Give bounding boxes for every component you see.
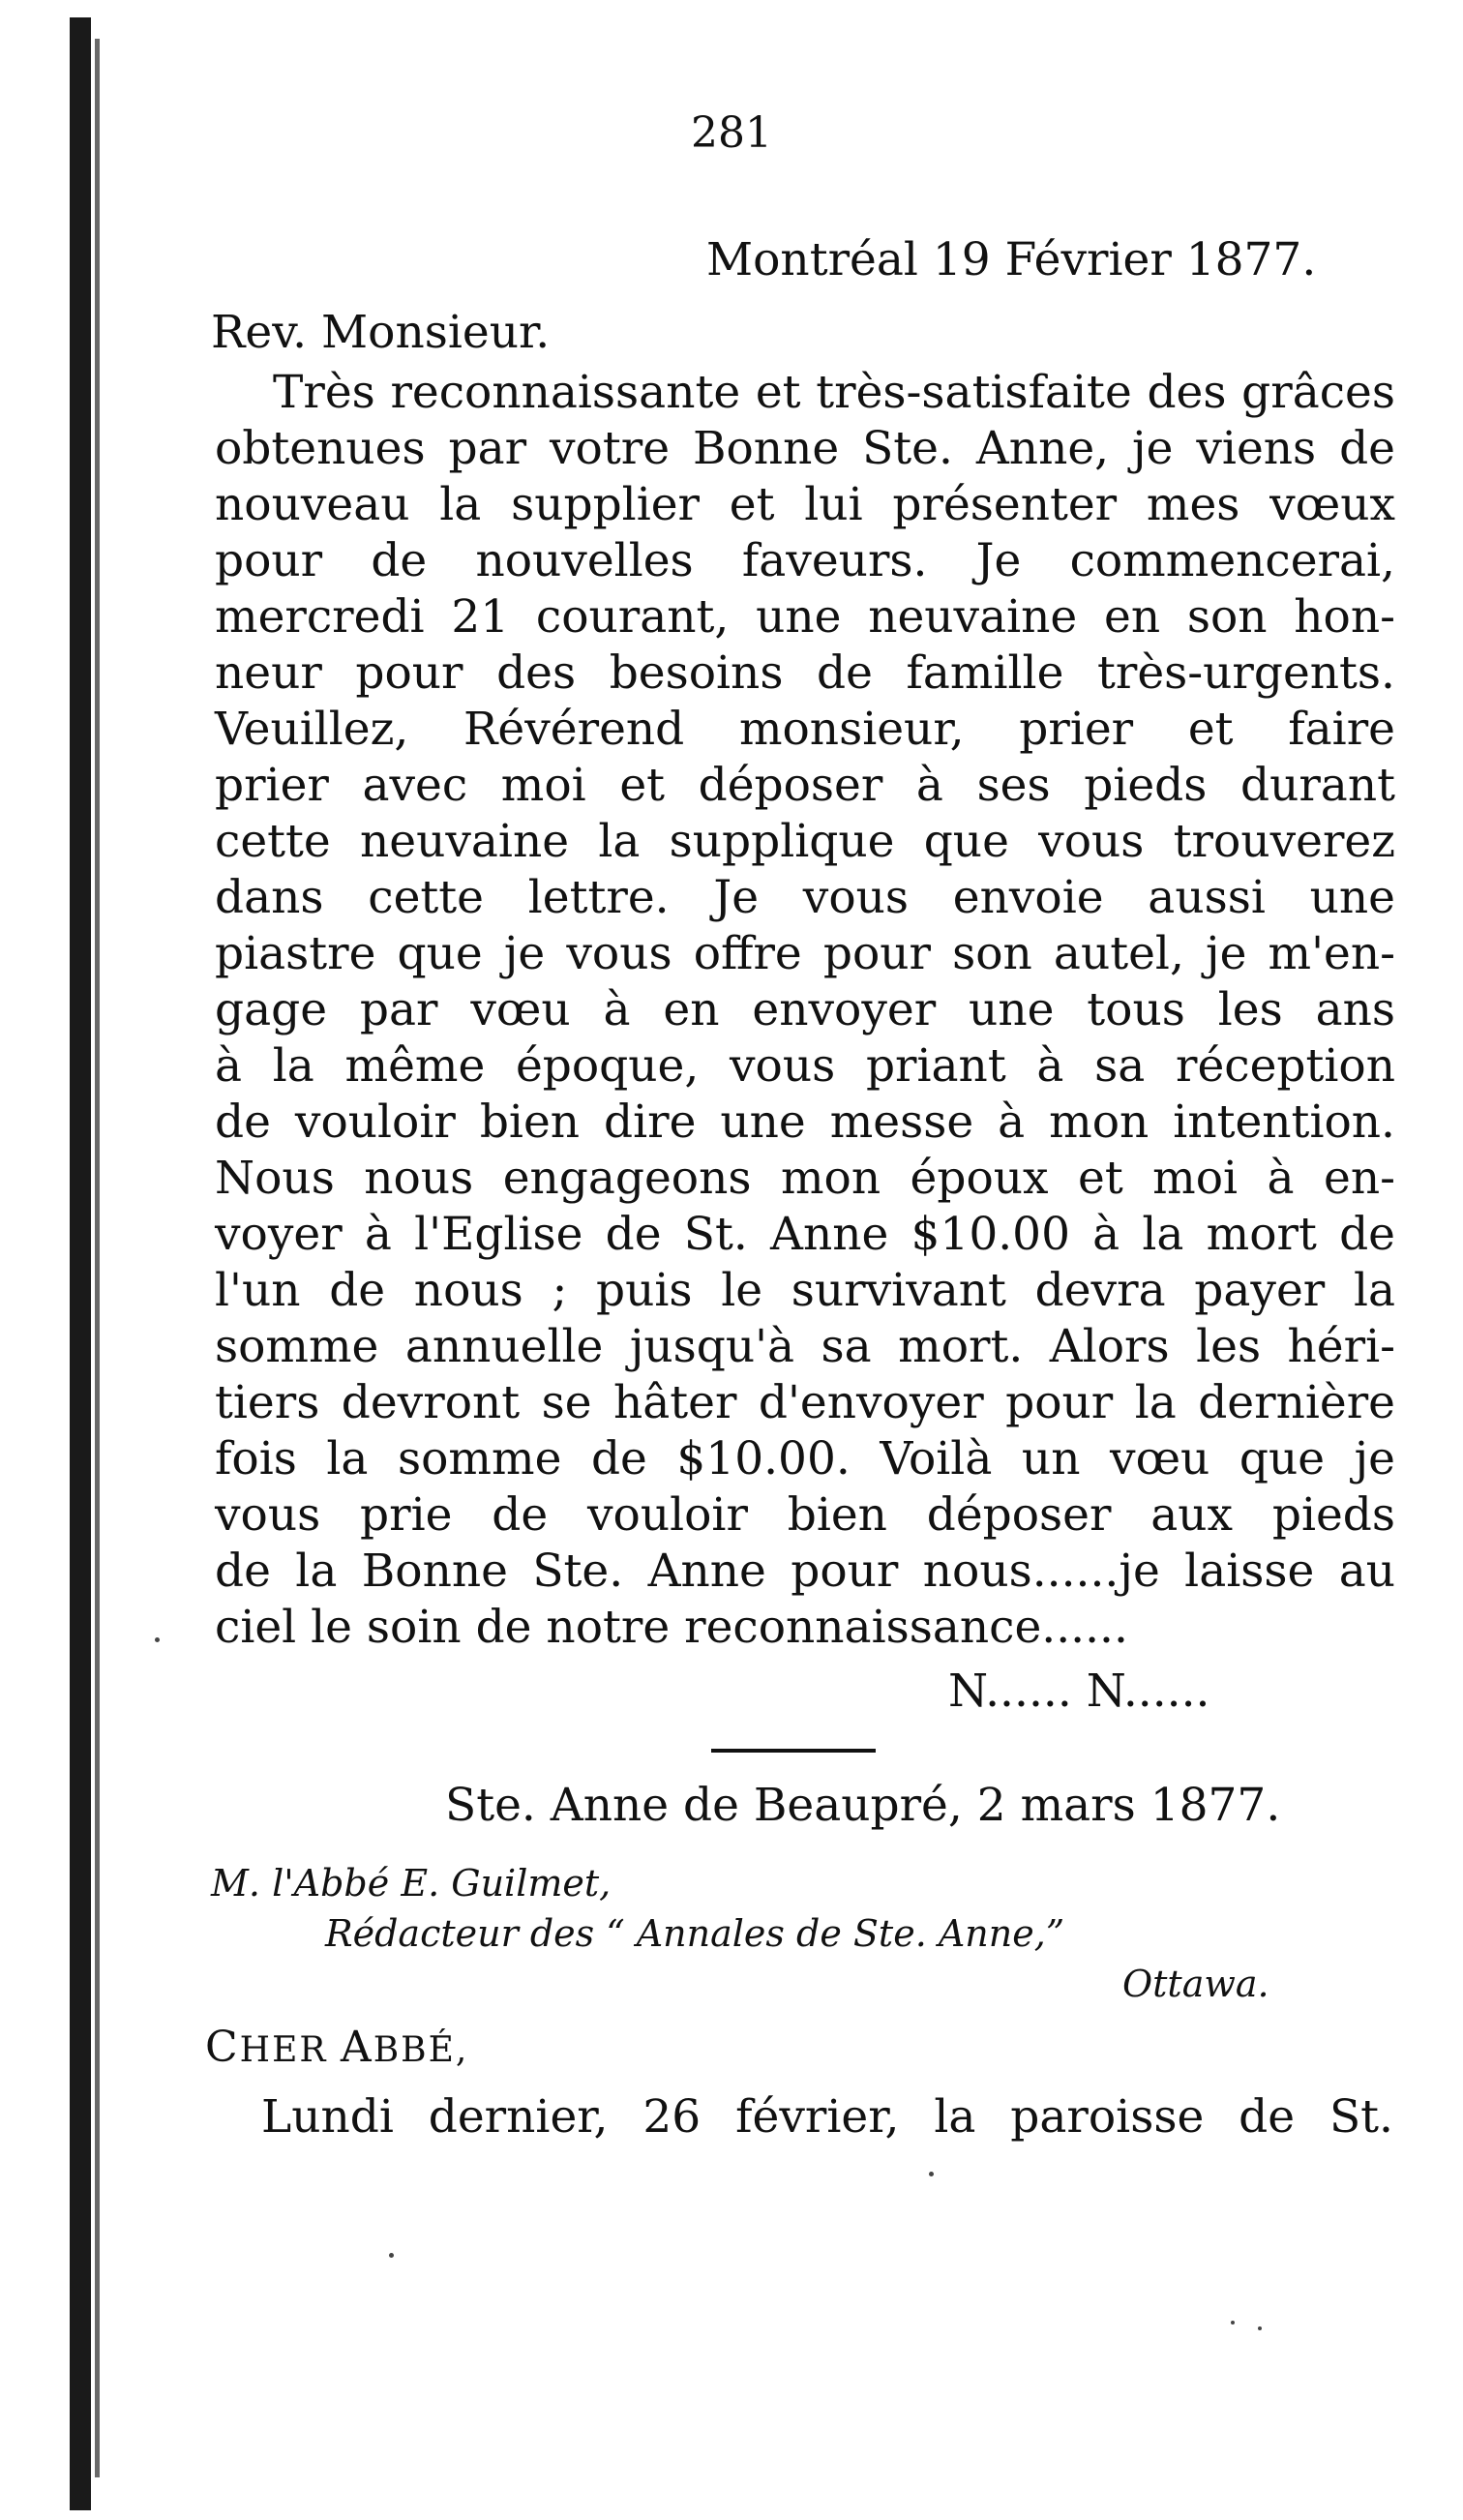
letter2-greeting (205, 2021, 468, 2078)
letter1-line: de vouloir bien dire une messe à mon intention. (215, 1095, 1395, 1149)
greeting-initial-c: C (205, 2023, 240, 2072)
letter1-line: neur pour des besoins de famille très-urgents. (215, 646, 1395, 700)
letter1-signature: N...... N...... (948, 1665, 1210, 1718)
letter1-line: à la même époque, vous priant à sa réception (215, 1039, 1395, 1093)
greeting-smallcaps-2: BBÉ, (373, 2030, 469, 2070)
letter1-line: fois la somme de $10.00. Voilà un vœu que je (215, 1432, 1395, 1485)
print-speck (389, 2253, 394, 2258)
letter2-address-name: M. l'Abbé E. Guilmet, (211, 1862, 612, 1905)
letter1-line: de la Bonne Ste. Anne pour nous......je laisse au (215, 1545, 1395, 1598)
greeting-smallcaps-1: HER (239, 2030, 341, 2070)
letter1-line: prier avec moi et déposer à ses pieds durant (215, 759, 1395, 812)
letter1-line: cette neuvaine la supplique que vous trouverez (215, 815, 1395, 868)
page-number: 281 (691, 108, 772, 158)
letter1-line: voyer à l'Eglise de St. Anne $10.00 à la mort de (215, 1208, 1395, 1261)
print-speck (1258, 2326, 1262, 2330)
greeting-initial-a: A (340, 2023, 373, 2072)
letter2-place-date: Ste. Anne de Beaupré, 2 mars 1877. (445, 1779, 1281, 1832)
letter1-place-date: Montréal 19 Février 1877. (706, 233, 1317, 286)
letter1-line: dans cette lettre. Je vous envoie aussi une (215, 871, 1395, 924)
letter1-line: obtenues par votre Bonne Ste. Anne, je viens de (215, 422, 1395, 475)
page-binding-shadow (95, 39, 100, 2477)
letter1-line: l'un de nous ; puis le survivant devra payer la (215, 1264, 1395, 1317)
print-speck (155, 1637, 160, 1642)
letter1-salutation: Rev. Monsieur. (211, 306, 551, 359)
letter1-line: mercredi 21 courant, une neuvaine en son hon- (215, 590, 1395, 644)
letter1-line: Très reconnaissante et très-satisfaite des grâces (273, 366, 1395, 419)
page-binding-edge (70, 17, 91, 2510)
letter1-line: gage par vœu à en envoyer une tous les ans (215, 983, 1395, 1036)
letter2-address-city: Ottawa. (1122, 1963, 1269, 2005)
letter1-line: Nous nous engageons mon époux et moi à en- (215, 1152, 1395, 1205)
letter1-line-last: ciel le soin de notre reconnaissance...... (215, 1601, 1128, 1654)
section-divider (711, 1749, 876, 1753)
letter2-address-title: Rédacteur des “ Annales de Ste. Anne,” (325, 1912, 1065, 1955)
letter1-line: tiers devront se hâter d'envoyer pour la dernière (215, 1376, 1395, 1429)
letter1-line: somme annuelle jusqu'à sa mort. Alors les héri- (215, 1320, 1395, 1373)
letter1-line: pour de nouvelles faveurs. Je commencerai, (215, 534, 1395, 587)
letter1-line: vous prie de vouloir bien déposer aux pieds (215, 1488, 1395, 1542)
print-speck (1231, 2321, 1235, 2325)
print-speck (929, 2172, 934, 2176)
letter1-line: piastre que je vous offre pour son autel, je m'en- (215, 927, 1395, 980)
letter2-first-line: Lundi dernier, 26 février, la paroisse de St. (261, 2090, 1393, 2144)
letter1-line: nouveau la supplier et lui présenter mes vœux (215, 478, 1395, 531)
letter1-line: Veuillez, Révérend monsieur, prier et faire (215, 703, 1395, 756)
